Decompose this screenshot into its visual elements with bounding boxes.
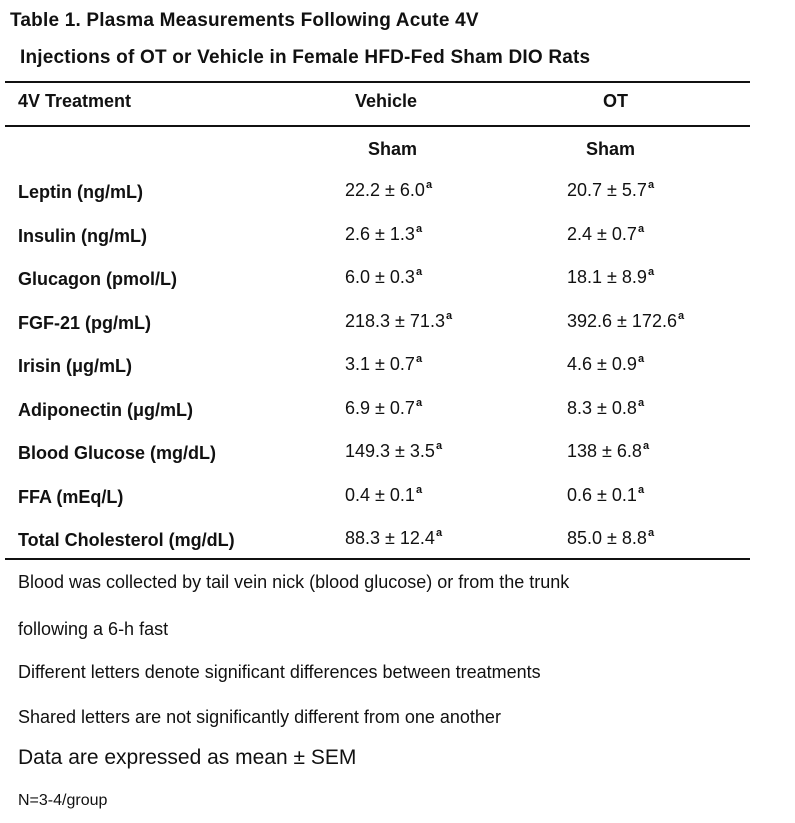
table-title-line1: Table 1. Plasma Measurements Following Acute 4V bbox=[10, 10, 479, 31]
row-label: Insulin (ng/mL) bbox=[18, 225, 147, 246]
significance-letter: a bbox=[647, 266, 655, 278]
header-vehicle: Vehicle bbox=[355, 91, 418, 111]
top-rule bbox=[5, 81, 750, 83]
significance-letter: a bbox=[637, 483, 645, 496]
table-row bbox=[0, 220, 795, 264]
footnote-shared-letters: Shared letters are not significantly different from one another bbox=[18, 707, 501, 727]
vehicle-value-text: 2.6 ± 1.3 bbox=[345, 223, 415, 244]
header-ot: OT bbox=[603, 91, 628, 111]
significance-letter: a bbox=[415, 396, 423, 409]
ot-value-text: 392.6 ± 172.6 bbox=[567, 310, 677, 331]
vehicle-value bbox=[345, 354, 422, 375]
significance-letter: a bbox=[637, 222, 645, 235]
vehicle-value bbox=[345, 180, 432, 201]
vehicle-value bbox=[345, 311, 452, 332]
vehicle-value-text: 6.0 ± 0.3 bbox=[345, 267, 415, 287]
vehicle-value bbox=[345, 528, 442, 549]
vehicle-value-text: 149.3 ± 3.5 bbox=[345, 441, 435, 461]
footnote-sample-size: N=3-4/group bbox=[18, 792, 108, 809]
significance-letter: a bbox=[435, 440, 443, 452]
vehicle-value-text: 88.3 ± 12.4 bbox=[345, 528, 435, 548]
footnote-different-letters: Different letters denote significant differences between treatments bbox=[18, 662, 541, 682]
ot-value-text: 138 ± 6.8 bbox=[567, 441, 642, 461]
significance-letter: a bbox=[647, 179, 655, 191]
ot-value bbox=[567, 354, 644, 375]
table-row bbox=[0, 524, 795, 568]
subheader-vehicle-sham: Sham bbox=[368, 139, 418, 159]
ot-value-text: 18.1 ± 8.9 bbox=[567, 267, 647, 287]
footnote-collection: Blood was collected by tail vein nick (blood glucose) or from the trunk bbox=[18, 572, 570, 592]
vehicle-value-text: 218.3 ± 71.3 bbox=[345, 310, 445, 331]
table-row bbox=[0, 263, 795, 307]
ot-value-text: 0.6 ± 0.1 bbox=[567, 484, 637, 505]
table-row bbox=[0, 394, 795, 438]
ot-value bbox=[567, 311, 684, 332]
vehicle-value bbox=[345, 267, 422, 288]
ot-value-text: 8.3 ± 0.8 bbox=[567, 397, 637, 418]
significance-letter: a bbox=[445, 309, 453, 322]
row-label: FGF-21 (pg/mL) bbox=[18, 312, 151, 333]
subheader-ot-sham: Sham bbox=[586, 139, 636, 159]
ot-value bbox=[567, 224, 644, 245]
row-label: Total Cholesterol (mg/dL) bbox=[18, 530, 235, 550]
row-label: Glucagon (pmol/L) bbox=[18, 269, 177, 289]
significance-letter: a bbox=[647, 527, 655, 539]
table-row bbox=[0, 176, 795, 220]
vehicle-value-text: 0.4 ± 0.1 bbox=[345, 484, 415, 505]
row-label: Leptin (ng/mL) bbox=[18, 182, 143, 202]
table-body bbox=[0, 176, 795, 568]
table-title-line2: Injections of OT or Vehicle in Female HFD-Fed Sham DIO Rats bbox=[20, 47, 591, 68]
significance-letter: a bbox=[677, 309, 685, 322]
significance-letter: a bbox=[642, 440, 650, 452]
footnote-fast: following a 6-h fast bbox=[18, 619, 169, 639]
significance-letter: a bbox=[435, 527, 443, 539]
significance-letter: a bbox=[415, 222, 423, 235]
vehicle-value bbox=[345, 485, 422, 506]
table-row bbox=[0, 481, 795, 525]
significance-letter: a bbox=[415, 266, 423, 278]
header-rule bbox=[5, 125, 750, 127]
row-label: FFA (mEq/L) bbox=[18, 486, 124, 507]
row-label: Blood Glucose (mg/dL) bbox=[18, 443, 216, 463]
significance-letter: a bbox=[637, 353, 645, 365]
ot-value bbox=[567, 528, 654, 549]
ot-value bbox=[567, 180, 654, 201]
ot-value bbox=[567, 398, 644, 419]
vehicle-value bbox=[345, 398, 422, 419]
vehicle-value-text: 6.9 ± 0.7 bbox=[345, 397, 415, 418]
table-row bbox=[0, 350, 795, 394]
ot-value bbox=[567, 485, 644, 506]
table-row bbox=[0, 307, 795, 351]
row-label: Irisin (μg/mL) bbox=[18, 356, 133, 376]
header-treatment-label: 4V Treatment bbox=[18, 91, 132, 111]
ot-value-text: 4.6 ± 0.9 bbox=[567, 354, 637, 374]
ot-value-text: 2.4 ± 0.7 bbox=[567, 223, 637, 244]
ot-value bbox=[567, 441, 649, 462]
footnote-mean-sem: Data are expressed as mean ± SEM bbox=[18, 746, 357, 769]
vehicle-value bbox=[345, 224, 422, 245]
significance-letter: a bbox=[415, 483, 423, 496]
ot-value bbox=[567, 267, 654, 288]
significance-letter: a bbox=[425, 179, 433, 191]
bottom-rule bbox=[5, 558, 750, 560]
row-label: Adiponectin (μg/mL) bbox=[18, 399, 193, 420]
significance-letter: a bbox=[637, 396, 645, 409]
vehicle-value bbox=[345, 441, 442, 462]
significance-letter: a bbox=[415, 353, 423, 365]
vehicle-value-text: 22.2 ± 6.0 bbox=[345, 180, 425, 200]
table-row bbox=[0, 437, 795, 481]
ot-value-text: 85.0 ± 8.8 bbox=[567, 528, 647, 548]
ot-value-text: 20.7 ± 5.7 bbox=[567, 180, 647, 200]
vehicle-value-text: 3.1 ± 0.7 bbox=[345, 354, 415, 374]
